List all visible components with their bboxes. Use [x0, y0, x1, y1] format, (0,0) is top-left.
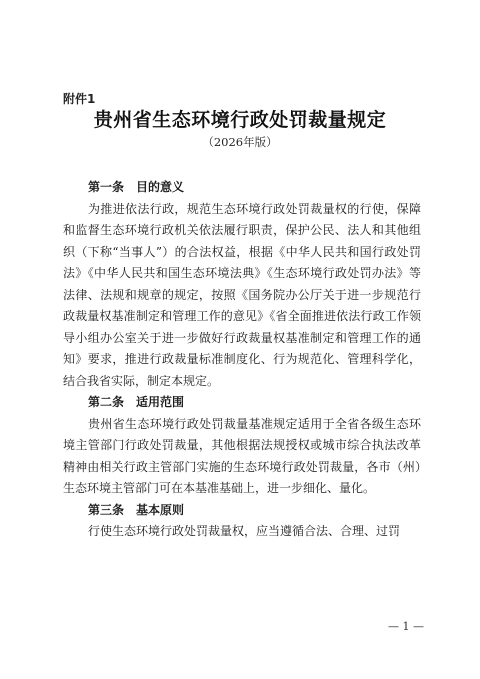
page-number: — 1 —: [388, 620, 424, 633]
article-2-paragraph: 贵州省生态环境行政处罚裁量基准规定适用于全省各级生态环境主管部门行政处罚裁量，其他根据法规授权或城市综合执法改革精神由相关行政主管部门实施的生态环境行政处罚裁量，各市（州）生态环境主管部门可在本基准基础上，进一步细化、量化。: [63, 416, 421, 495]
article-3-heading: 第三条 基本原则: [88, 502, 185, 517]
article-1-paragraph: 为推进依法行政，规范生态环境行政处罚裁量权的行使，保障和监督生态环境行政机关依法履行职责，保护公民、法人和其他组织（下称“当事人”）的合法权益，根据《中华人民共和国行政处罚法》《中华人民共和国生态环境法典》《生态环境行政处罚办法》等法律、法规和规章的规定，按照《国务院办公厅关于进一步规范行政裁量权基准制定和管理工作的意见》《省全面推进依法行政工作领导小组办公室关于进一步做好行政裁量权基准制定和管理工作的通知》要求，推进行政裁量标准制度化、行为规范化、管理科学化，结合我省实际，制定本规定。: [63, 201, 421, 388]
article-1-heading: 第一条 目的意义: [88, 180, 185, 194]
document-body: [63, 177, 421, 543]
article-2-heading: 第二条 适用范围: [88, 395, 185, 409]
document-subtitle: （2026年版）: [202, 135, 278, 149]
article-3-paragraph: 行使生态环境行政处罚裁量权，应当遵循合法、合理、过罚: [88, 524, 401, 538]
document-title: 贵州省生态环境行政处罚裁量规定: [93, 109, 387, 131]
attachment-label: 附件1: [63, 92, 96, 106]
